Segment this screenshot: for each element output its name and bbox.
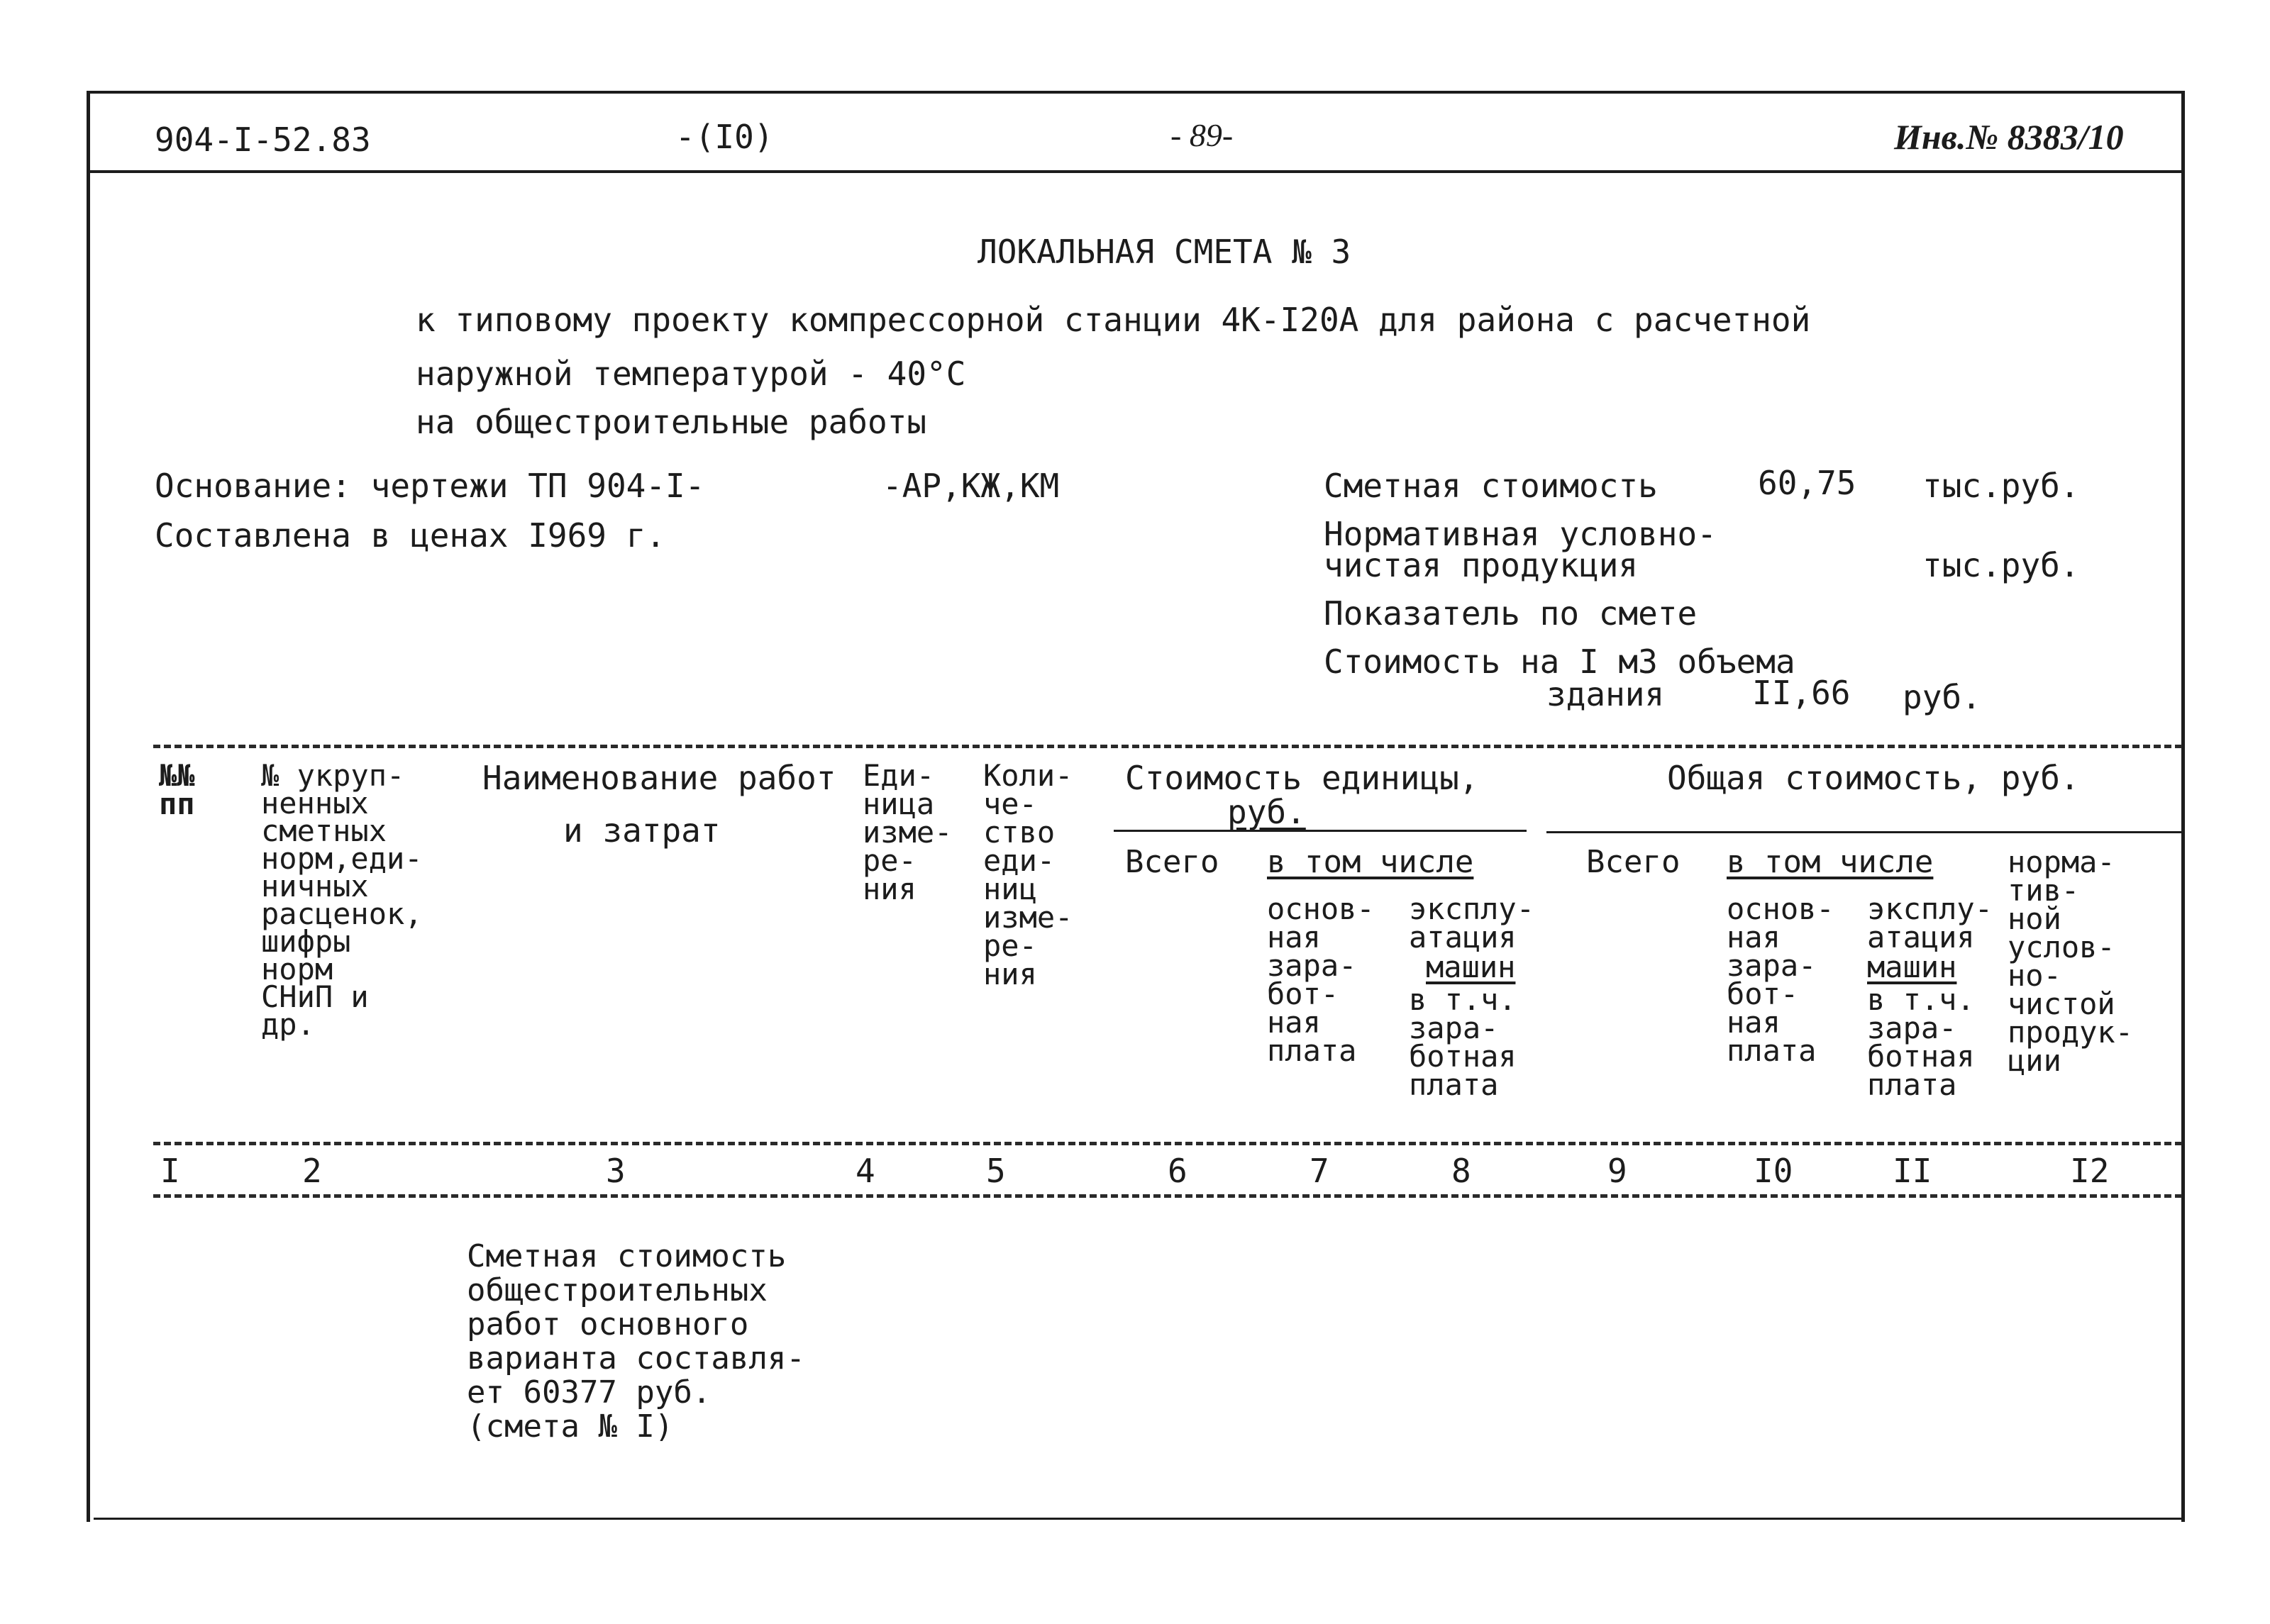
header-unit-machines-wage: в т.ч. зара- ботная плата <box>1409 982 1517 1102</box>
unit-cost-label-line-1: Стоимость на I м3 объема <box>1324 643 1795 681</box>
sheet-reference: -(I0) <box>675 118 774 156</box>
header-unit-machines-label: машин <box>1426 950 1516 984</box>
header-norm-code: № укруп- ненных сметных норм,еди- ничных расценок, шифры норм СНиП и др. <box>261 758 423 1042</box>
header-unit-total: Всего <box>1125 844 1219 880</box>
column-number-9: 9 <box>1607 1152 1627 1190</box>
column-number-11: II <box>1893 1152 1932 1190</box>
column-numbers-bottom-rule <box>153 1194 2182 1198</box>
header-total-total: Всего <box>1586 844 1681 880</box>
column-number-10: I0 <box>1754 1152 1793 1190</box>
normative-label-line-2: чистая продукция <box>1324 546 1639 584</box>
header-total-base-wage: основ- ная зара- бот- ная плата <box>1727 891 1834 1068</box>
header-total-machines: эксплу- атация <box>1867 891 1993 955</box>
estimated-cost-value: 60,75 <box>1758 464 1856 502</box>
normative-unit: тыс.руб. <box>1922 546 2080 584</box>
column-number-5: 5 <box>986 1152 1006 1190</box>
basis-label: Основание: чертежи ТП 904-I- <box>155 467 705 505</box>
header-unit-including: в том числе <box>1267 844 1474 880</box>
header-unit-of-measure: Еди- ница изме- ре- ния <box>863 758 953 906</box>
subtitle-line-3: на общестроительные работы <box>416 403 927 441</box>
indicator-label: Показатель по смете <box>1324 594 1698 633</box>
subtitle-line-1: к типовому проекту компрессорной станции 4К-I20А для района с расчетной <box>416 301 1811 339</box>
header-divider <box>87 170 2185 173</box>
frame-right-border <box>2181 91 2185 1522</box>
estimated-cost-unit: тыс.руб. <box>1922 467 2080 505</box>
unit-cost-unit: руб. <box>1903 678 1981 716</box>
header-unit-cost-group: Стоимость единицы, <box>1125 759 1479 797</box>
header-normative-net-output: норма- тив- ной услов- но- чистой продук- ции <box>2008 845 2134 1078</box>
header-row-number: №№ пп <box>159 758 195 821</box>
group-header-underline-left <box>1114 830 1527 832</box>
column-number-8: 8 <box>1451 1152 1471 1190</box>
header-work-name-line-1: Наименование работ <box>482 759 836 797</box>
estimated-cost-label: Сметная стоимость <box>1324 467 1658 505</box>
column-numbers-top-rule <box>153 1142 2182 1145</box>
frame-bottom-border <box>94 1518 2183 1520</box>
header-unit-machines: эксплу- атация <box>1409 891 1535 955</box>
subtitle-line-2: наружной температурой - 40°С <box>416 355 966 393</box>
unit-cost-value: II,66 <box>1752 674 1851 712</box>
column-number-6: 6 <box>1168 1152 1187 1190</box>
normative-label-line-1: Нормативная условно- <box>1324 515 1717 553</box>
document-title: ЛОКАЛЬНАЯ СМЕТА № 3 <box>978 233 1351 271</box>
header-total-cost-group: Общая стоимость, руб. <box>1667 759 2080 797</box>
prices-basis: Составлена в ценах I969 г. <box>155 516 666 555</box>
frame-top-border <box>87 91 2185 94</box>
table-top-rule <box>153 745 2182 748</box>
header-work-name-line-2: и затрат <box>563 811 721 850</box>
inventory-number: Инв.№ 8383/10 <box>1894 117 2124 157</box>
estimate-note: Сметная стоимость общестроительных работ основного варианта составля- ет 60377 руб. (смета № I) <box>467 1238 805 1445</box>
header-unit-base-wage: основ- ная зара- бот- ная плата <box>1267 891 1375 1068</box>
header-total-including: в том числе <box>1727 844 1934 880</box>
frame-left-border <box>87 92 90 1522</box>
header-quantity: Коли- че- ство еди- ниц изме- ре- ния <box>983 758 1073 991</box>
header-total-machines-label: машин <box>1867 950 1957 984</box>
column-number-7: 7 <box>1310 1152 1329 1190</box>
basis-suffix: -АР,КЖ,КМ <box>882 467 1060 505</box>
header-unit-cost-group-unit: руб. <box>1227 793 1306 831</box>
column-number-3: 3 <box>606 1152 626 1190</box>
unit-cost-label-line-2: здания <box>1546 675 1665 713</box>
doc-code: 904-I-52.83 <box>155 121 371 159</box>
page-number: - 89- <box>1170 117 1234 153</box>
column-number-2: 2 <box>302 1152 322 1190</box>
header-total-machines-wage: в т.ч. зара- ботная плата <box>1867 982 1975 1102</box>
group-header-underline-right <box>1546 831 2183 833</box>
column-number-4: 4 <box>856 1152 875 1190</box>
column-number-12: I2 <box>2070 1152 2110 1190</box>
column-number-1: I <box>160 1152 180 1190</box>
